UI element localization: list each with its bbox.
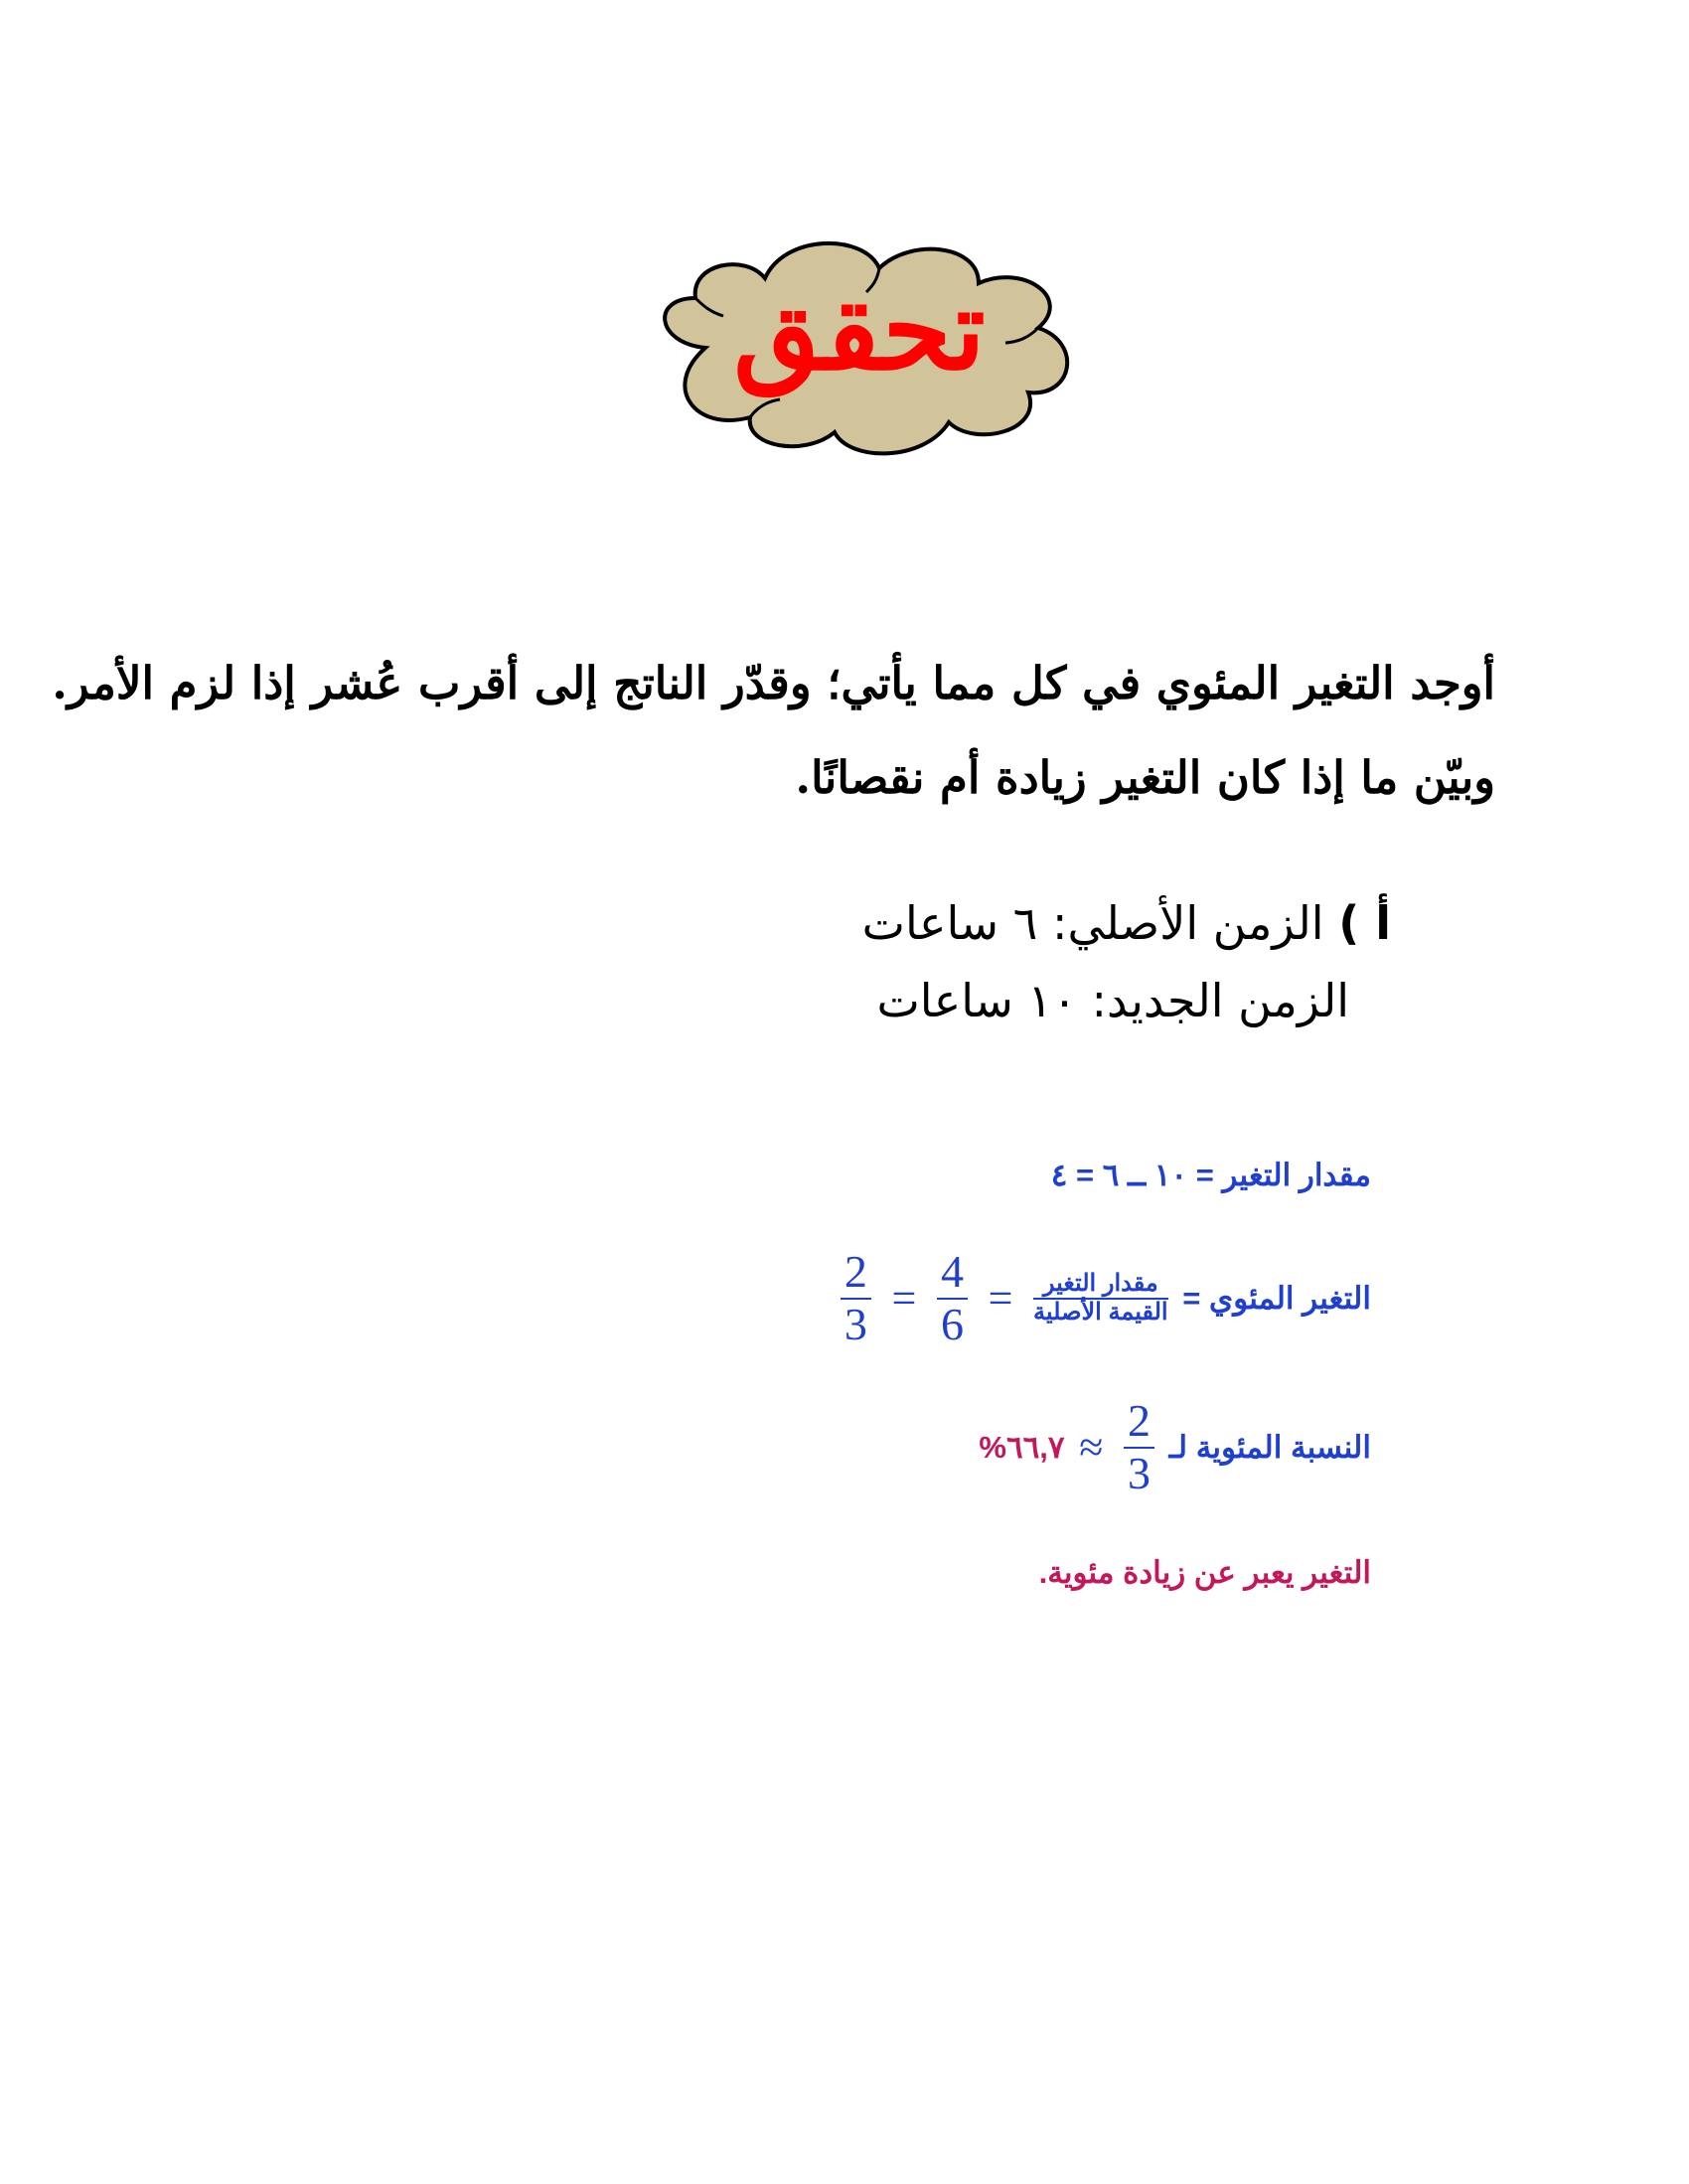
original-time: الزمن الأصلي: ٦ ساعات bbox=[861, 896, 1324, 950]
word-fraction bbox=[1033, 1271, 1168, 1326]
badge-title: تحقق bbox=[733, 265, 986, 395]
fraction-4-6-denominator: 6 bbox=[940, 1298, 964, 1349]
fraction-2-3-numerator: 2 bbox=[841, 1247, 871, 1300]
fraction-4-6-numerator: 4 bbox=[937, 1247, 968, 1300]
equals-sign-1: = bbox=[988, 1274, 1013, 1324]
percent-fraction-denominator: 3 bbox=[1127, 1447, 1151, 1498]
change-amount-line: مقدار التغير = ١٠ ــ ٦ = ٤ bbox=[1050, 1158, 1371, 1192]
fraction-2-3-denominator: 3 bbox=[844, 1298, 867, 1349]
given-data bbox=[497, 884, 1391, 1039]
word-fraction-denominator: القيمة الأصلية bbox=[1033, 1298, 1168, 1326]
equals-sign-2: = bbox=[891, 1274, 917, 1324]
instructions-line-1: أوجد التغير المئوي في كل مما يأتي؛ وقدّر الناتج إلى أقرب عُشر إذا لزم الأمر. bbox=[52, 657, 1495, 709]
percent-change-line bbox=[477, 1247, 1371, 1356]
fraction-4-6 bbox=[937, 1247, 968, 1349]
percent-line bbox=[477, 1395, 1371, 1498]
check-badge bbox=[636, 229, 1083, 467]
given-original-row bbox=[497, 884, 1391, 962]
percent-value: ٦٦,٧% bbox=[979, 1429, 1065, 1465]
percent-fraction-numerator: 2 bbox=[1124, 1396, 1154, 1449]
instructions-line-2: وبيّن ما إذا كان التغير زيادة أم نقصانًا. bbox=[795, 751, 1495, 804]
percent-change-label: التغير المئوي = bbox=[1182, 1280, 1371, 1316]
conclusion-line: التغير يعبر عن زيادة مئوية. bbox=[1038, 1555, 1371, 1590]
new-time: الزمن الجديد: ١٠ ساعات bbox=[876, 974, 1349, 1027]
percent-fraction bbox=[1124, 1396, 1154, 1498]
instructions bbox=[52, 636, 1495, 825]
percent-label: النسبة المئوية لـ bbox=[1168, 1429, 1371, 1465]
given-new-row bbox=[497, 962, 1391, 1039]
fraction-2-3 bbox=[841, 1247, 871, 1349]
approx-sign: ≈ bbox=[1079, 1423, 1104, 1473]
item-marker: أ ) bbox=[1338, 896, 1391, 950]
word-fraction-numerator: مقدار التغير bbox=[1033, 1271, 1168, 1299]
